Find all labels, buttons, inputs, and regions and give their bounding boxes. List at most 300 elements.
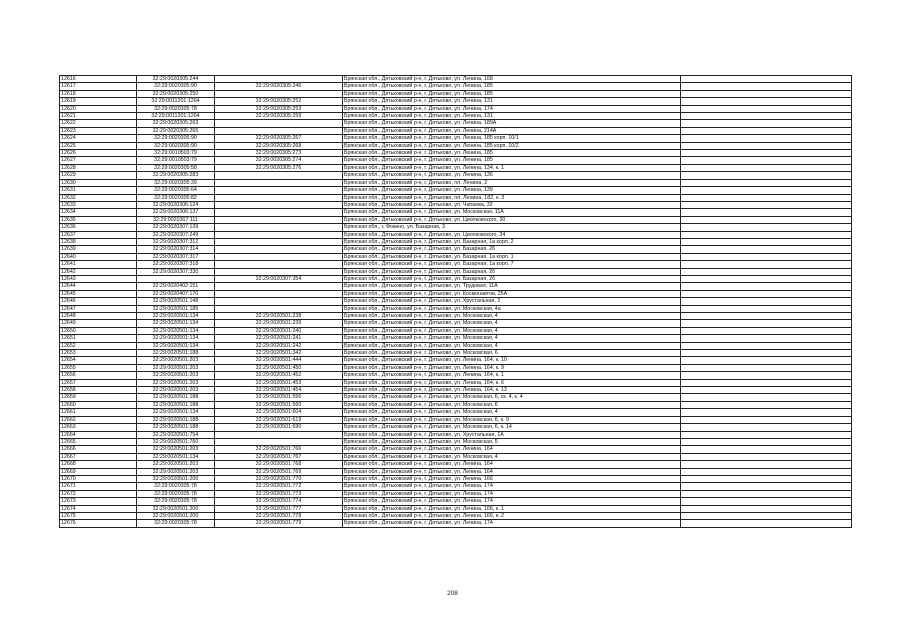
table-row xyxy=(60,512,852,519)
cell-address: Брянская обл., Дятьковский р-н, г. Дятьково, ул. Московская, 6, к. 9 xyxy=(343,416,681,423)
table-row xyxy=(60,394,852,401)
cell-row-number: 12662 xyxy=(60,416,137,423)
cell-cadastral-number: 32:29:0020307:111 xyxy=(137,216,215,223)
table-row xyxy=(60,298,852,305)
cell-address: Брянская обл., Дятьковский р-н, г. Дятьково, ул. Циолковского, 34 xyxy=(343,231,681,238)
cell-empty xyxy=(681,357,852,364)
cell-cadastral-number: 32:29:0020305:64 xyxy=(137,187,215,194)
cell-address: Брянская обл., Дятьковский р-н, г. Дятьково, ул. Ленина, 185 xyxy=(343,90,681,97)
cell-row-number: 12659 xyxy=(60,394,137,401)
table-row xyxy=(60,216,852,223)
cell-empty xyxy=(681,416,852,423)
cell-object-cadastral-number xyxy=(215,261,343,268)
cell-object-cadastral-number: 32:29:0020501:238 xyxy=(215,313,343,320)
cell-row-number: 12650 xyxy=(60,327,137,334)
cell-address: Брянская обл., Дятьковский р-н, г. Дятьково, ул. Ленина, 189А xyxy=(343,120,681,127)
cell-empty xyxy=(681,172,852,179)
table-row xyxy=(60,372,852,379)
cell-cadastral-number: 32:29:0020501:200 xyxy=(137,505,215,512)
cell-cadastral-number: 32:29:0020305:90 xyxy=(137,83,215,90)
table-row xyxy=(60,490,852,497)
table-row xyxy=(60,327,852,334)
cell-row-number: 12622 xyxy=(60,120,137,127)
table-row xyxy=(60,498,852,505)
cell-cadastral-number: 32:29:0010503:79 xyxy=(137,157,215,164)
cell-address: Брянская обл., Дятьковский р-н, г. Дятьково, ул. Ленина, 131 xyxy=(343,113,681,120)
cell-cadastral-number: 32:29:0020501:188 xyxy=(137,401,215,408)
cell-object-cadastral-number xyxy=(215,431,343,438)
table-row xyxy=(60,179,852,186)
cell-object-cadastral-number xyxy=(215,246,343,253)
cell-object-cadastral-number: 32:29:0020501:690 xyxy=(215,424,343,431)
cell-row-number: 12646 xyxy=(60,298,137,305)
table-row xyxy=(60,135,852,142)
cell-cadastral-number: 32:29:0020501:188 xyxy=(137,424,215,431)
cell-object-cadastral-number: 32:29:0020501:556 xyxy=(215,394,343,401)
cell-row-number: 12633 xyxy=(60,201,137,208)
cell-empty xyxy=(681,150,852,157)
cell-address: Брянская обл., Дятьковский р-н, г. Дятьково, ул. Ленина, 174 xyxy=(343,498,681,505)
cell-address: Брянская обл., Дятьковский р-н, г. Дятьково, ул. Хрустальная, 2 xyxy=(343,298,681,305)
cell-row-number: 12648 xyxy=(60,313,137,320)
table-row xyxy=(60,90,852,97)
cell-object-cadastral-number: 32:29:0020501:777 xyxy=(215,505,343,512)
cell-empty xyxy=(681,364,852,371)
cell-cadastral-number: 32:29:0020501:134 xyxy=(137,342,215,349)
cell-row-number: 12672 xyxy=(60,490,137,497)
cell-address: Брянская обл., Дятьковский р-н, г. Дятьково, ул. Ленина, 164, к. 1 xyxy=(343,372,681,379)
cell-empty xyxy=(681,238,852,245)
cell-empty xyxy=(681,350,852,357)
cell-object-cadastral-number xyxy=(215,209,343,216)
cell-cadastral-number: 32:29:0020306:137 xyxy=(137,209,215,216)
cell-empty xyxy=(681,201,852,208)
table-row xyxy=(60,83,852,90)
cell-cadastral-number: 32:29:0020501:148 xyxy=(137,298,215,305)
cell-row-number: 12661 xyxy=(60,409,137,416)
cell-empty xyxy=(681,342,852,349)
cell-address: Брянская обл., Дятьковский р-н, г. Дятьково, ул. Ленина, 164 xyxy=(343,461,681,468)
cell-object-cadastral-number: 32:29:0020305:268 xyxy=(215,142,343,149)
cell-object-cadastral-number: 32:29:0020501:242 xyxy=(215,342,343,349)
cell-cadastral-number: 32:29:0020306:124 xyxy=(137,201,215,208)
cell-address: Брянская обл., Дятьковский р-н, г. Дятьково, ул. Ленина, 164 xyxy=(343,446,681,453)
cell-cadastral-number: 32:29:0020305:265 xyxy=(137,127,215,134)
cell-object-cadastral-number: 32:29:0020501:768 xyxy=(215,461,343,468)
cell-empty xyxy=(681,401,852,408)
table-row xyxy=(60,105,852,112)
cell-row-number: 12631 xyxy=(60,187,137,194)
cell-cadastral-number: 32:29:0020407:170 xyxy=(137,290,215,297)
cell-row-number: 12666 xyxy=(60,446,137,453)
table-row xyxy=(60,231,852,238)
table-row xyxy=(60,313,852,320)
table-row xyxy=(60,187,852,194)
cell-address: Брянская обл., Дятьковский р-н, г. Дятьково, ул. Московская, 6, к. 14 xyxy=(343,424,681,431)
cell-row-number: 12663 xyxy=(60,424,137,431)
cell-object-cadastral-number: 32:29:0020501:772 xyxy=(215,483,343,490)
cell-object-cadastral-number xyxy=(215,253,343,260)
cell-row-number: 12630 xyxy=(60,179,137,186)
cell-object-cadastral-number: 32:29:0020501:452 xyxy=(215,372,343,379)
cell-address: Брянская обл., Дятьковский р-н, г. Дятьково, ул. Хрустальная, 1А xyxy=(343,431,681,438)
cell-address: Брянская обл., Дятьковский р-н, г. Дятьково, ул. Базарная, 1а корп. 2 xyxy=(343,238,681,245)
cell-address: Брянская обл., Дятьковский р-н, г. Дятьково, ул. Ленина, 164, к. 10 xyxy=(343,357,681,364)
cell-address: Брянская обл., Дятьковский р-н, г. Дятьково, ул. Ленина, 134, к. 1 xyxy=(343,164,681,171)
cell-empty xyxy=(681,76,852,83)
cell-address: Брянская обл., Дятьковский р-н, г. Дятьково, ул. Московская, 4а xyxy=(343,305,681,312)
cell-empty xyxy=(681,490,852,497)
cell-row-number: 12660 xyxy=(60,401,137,408)
cell-empty xyxy=(681,475,852,482)
table-row xyxy=(60,409,852,416)
cell-row-number: 12645 xyxy=(60,290,137,297)
cell-address: Брянская обл., Дятьковский р-н, г. Дятьково, ул. Московская, 4 xyxy=(343,409,681,416)
cell-cadastral-number: 32:29:0020305:78 xyxy=(137,105,215,112)
cell-address: Брянская обл., Дятьковский р-н, г. Дятьково, ул. Циолковского, 30 xyxy=(343,216,681,223)
cell-row-number: 12635 xyxy=(60,216,137,223)
cell-object-cadastral-number xyxy=(215,305,343,312)
cell-cadastral-number: 32:29:0020307:139 xyxy=(137,224,215,231)
cell-cadastral-number: 32:29:0020501:203 xyxy=(137,446,215,453)
cell-cadastral-number: 32:29:0020305:58 xyxy=(137,164,215,171)
cell-object-cadastral-number: 32:29:0020501:240 xyxy=(215,327,343,334)
cell-empty xyxy=(681,483,852,490)
cell-row-number: 12627 xyxy=(60,157,137,164)
cell-empty xyxy=(681,209,852,216)
table-row xyxy=(60,268,852,275)
cell-row-number: 12636 xyxy=(60,224,137,231)
cell-cadastral-number: 32:29:0020501:134 xyxy=(137,335,215,342)
cell-object-cadastral-number: 32:29:0020501:450 xyxy=(215,364,343,371)
cell-empty xyxy=(681,327,852,334)
cell-address: Брянская обл., Дятьковский р-н, г. Дятьково, ул. Московская, 6, ск. 4, к. 4 xyxy=(343,394,681,401)
cell-empty xyxy=(681,179,852,186)
cell-address: Брянская обл., Дятьковский р-н, г. Дятьково, ул. Ленина, 166 xyxy=(343,475,681,482)
cell-empty xyxy=(681,120,852,127)
cell-row-number: 12641 xyxy=(60,261,137,268)
cell-address: Брянская обл., Дятьковский р-н, г. Дятьково, ул. Трудовая, 11А xyxy=(343,283,681,290)
cell-row-number: 12616 xyxy=(60,76,137,83)
cell-object-cadastral-number xyxy=(215,438,343,445)
cell-address: Брянская обл., Дятьковский р-н, г. Дятьково, ул. Московская, 4 xyxy=(343,327,681,334)
table-row xyxy=(60,290,852,297)
cell-address: Брянская обл., Дятьковский р-н, г. Дятьково, ул. Московская, 4 xyxy=(343,335,681,342)
cell-empty xyxy=(681,313,852,320)
cell-address: Брянская обл., Дятьковский р-н, г. Дятьково, ул. Ленина, 164, к. 9 xyxy=(343,364,681,371)
cell-empty xyxy=(681,424,852,431)
table-row xyxy=(60,475,852,482)
cell-object-cadastral-number: 32:29:0020501:239 xyxy=(215,320,343,327)
cell-address: Брянская обл., Дятьковский р-н, г. Дятьково, ул. Космонавтов, 25А xyxy=(343,290,681,297)
cell-cadastral-number: 32:29:0020501:134 xyxy=(137,409,215,416)
cell-cadastral-number: 32:29:0020402:151 xyxy=(137,283,215,290)
cell-address: Брянская обл., Дятьковский р-н, г. Дятьково, ул. Ленина, 131 xyxy=(343,98,681,105)
cell-empty xyxy=(681,105,852,112)
table-row xyxy=(60,120,852,127)
cell-address: Брянская обл., Дятьковский р-н, г. Дятьково, ул. Ленина, 185 корп. 10/1 xyxy=(343,135,681,142)
cell-address: Брянская обл., Дятьковский р-н, г. Дятьково, ул. Базарная, 1а корп. 1 xyxy=(343,253,681,260)
table-row xyxy=(60,438,852,445)
cell-row-number: 12632 xyxy=(60,194,137,201)
cell-empty xyxy=(681,335,852,342)
cell-address: Брянская обл., Дятьковский р-н, г. Дятьково, ул. Ленина, 136 xyxy=(343,172,681,179)
cell-empty xyxy=(681,231,852,238)
cell-row-number: 12644 xyxy=(60,283,137,290)
cell-address: Брянская обл., Дятьковский р-н, г. Дятьково, ул. Базарная, 26 xyxy=(343,246,681,253)
cell-object-cadastral-number xyxy=(215,76,343,83)
table-row xyxy=(60,364,852,371)
cell-empty xyxy=(681,216,852,223)
cell-cadastral-number: 32:29:0020305:78 xyxy=(137,483,215,490)
cell-cadastral-number: 32:29:0020501:188 xyxy=(137,394,215,401)
table-row xyxy=(60,453,852,460)
cell-object-cadastral-number: 32:29:0020501:241 xyxy=(215,335,343,342)
cell-address: Брянская обл., Дятьковский р-н, г. Дятьково, пл. Ленина, 182, к. 3 xyxy=(343,194,681,201)
cell-row-number: 12647 xyxy=(60,305,137,312)
cell-row-number: 12621 xyxy=(60,113,137,120)
cell-cadastral-number: 32:29:0020305:283 xyxy=(137,172,215,179)
cell-cadastral-number: 32:29:0020501:203 xyxy=(137,364,215,371)
cell-row-number: 12652 xyxy=(60,342,137,349)
cell-empty xyxy=(681,438,852,445)
table-row xyxy=(60,320,852,327)
cell-row-number: 12618 xyxy=(60,90,137,97)
cell-cadastral-number: 32:29:0020305:263 xyxy=(137,120,215,127)
cell-object-cadastral-number: 32:29:0020501:454 xyxy=(215,387,343,394)
cell-object-cadastral-number: 32:29:0020305:267 xyxy=(215,135,343,142)
cell-row-number: 12655 xyxy=(60,364,137,371)
cell-cadastral-number: 32:29:0011201:1264 xyxy=(137,98,215,105)
cell-object-cadastral-number: 32:29:0020501:453 xyxy=(215,379,343,386)
cell-object-cadastral-number xyxy=(215,127,343,134)
cell-cadastral-number: 32:29:0020307:317 xyxy=(137,253,215,260)
cell-object-cadastral-number: 32:29:0020305:276 xyxy=(215,164,343,171)
table-row xyxy=(60,424,852,431)
cell-address: Брянская обл., Дятьковский р-н, г. Дятьково, ул. Ленина, 214А xyxy=(343,127,681,134)
cell-empty xyxy=(681,446,852,453)
cell-cadastral-number: 32:29:0020305:82 xyxy=(137,194,215,201)
cell-row-number: 12656 xyxy=(60,372,137,379)
table-row xyxy=(60,461,852,468)
cell-row-number: 12665 xyxy=(60,438,137,445)
cell-empty xyxy=(681,461,852,468)
table-row xyxy=(60,113,852,120)
cell-object-cadastral-number: 32:29:0020501:769 xyxy=(215,468,343,475)
cell-object-cadastral-number xyxy=(215,120,343,127)
cell-address: Брянская обл., Дятьковский р-н, г. Дятьково, ул. Московская, 5 xyxy=(343,438,681,445)
cell-row-number: 12664 xyxy=(60,431,137,438)
cell-object-cadastral-number xyxy=(215,201,343,208)
cell-object-cadastral-number xyxy=(215,194,343,201)
cell-row-number: 12626 xyxy=(60,150,137,157)
cell-empty xyxy=(681,387,852,394)
cell-row-number: 12624 xyxy=(60,135,137,142)
cell-object-cadastral-number xyxy=(215,268,343,275)
table-row xyxy=(60,283,852,290)
cell-address: Брянская обл., Дятьковский р-н, г. Дятьково, ул. Московская, 4 xyxy=(343,313,681,320)
cell-object-cadastral-number: 32:29:0020501:619 xyxy=(215,416,343,423)
cadastral-table xyxy=(59,75,852,528)
cell-object-cadastral-number: 32:29:0020307:354 xyxy=(215,275,343,282)
table-row xyxy=(60,305,852,312)
table-row xyxy=(60,201,852,208)
cell-address: Брянская обл., Дятьковский р-н, г. Дятьково, ул. Московская, 6 xyxy=(343,350,681,357)
cell-row-number: 12657 xyxy=(60,379,137,386)
cell-row-number: 12643 xyxy=(60,275,137,282)
cell-address: Брянская обл., Дятьковский р-н, г. Дятьково, ул. Московская, 4 xyxy=(343,320,681,327)
cell-row-number: 12620 xyxy=(60,105,137,112)
cell-object-cadastral-number: 32:29:0020501:342 xyxy=(215,350,343,357)
cell-object-cadastral-number: 32:29:0020501:770 xyxy=(215,475,343,482)
cell-row-number: 12658 xyxy=(60,387,137,394)
cell-cadastral-number: 32:29:0010503:79 xyxy=(137,150,215,157)
cell-address: Брянская обл., Дятьковский р-н, г. Дятьково, ул. Московская, 4 xyxy=(343,342,681,349)
cell-empty xyxy=(681,90,852,97)
table-row xyxy=(60,483,852,490)
cell-row-number: 12629 xyxy=(60,172,137,179)
cell-cadastral-number: 32:29:0020307:318 xyxy=(137,261,215,268)
cell-row-number: 12668 xyxy=(60,461,137,468)
cell-object-cadastral-number: 32:29:0020305:246 xyxy=(215,83,343,90)
cell-cadastral-number: 32:29:0020501:203 xyxy=(137,387,215,394)
table-row xyxy=(60,76,852,83)
cell-cadastral-number: 32:29:0020305:78 xyxy=(137,520,215,527)
cell-cadastral-number: 32:29:0020501:185 xyxy=(137,305,215,312)
cell-address: Брянская обл., Дятьковский р-н, г. Дятьково, ул. Ленина, 174 xyxy=(343,520,681,527)
cell-object-cadastral-number xyxy=(215,298,343,305)
cell-empty xyxy=(681,290,852,297)
table-row xyxy=(60,379,852,386)
cell-address: Брянская обл., Дятьковский р-н, г. Дятьково, ул. Ленина, 174 xyxy=(343,483,681,490)
cell-empty xyxy=(681,298,852,305)
cell-cadastral-number: 32:29:0020501:203 xyxy=(137,468,215,475)
cell-address: Брянская обл., Дятьковский р-н, г. Дятьково, ул. Чапаева, 32 xyxy=(343,201,681,208)
cell-cadastral-number: 32:29:0020307:249 xyxy=(137,231,215,238)
cell-address: Брянская обл., Дятьковский р-н, г. Дятьково, ул. Базарная, 2б xyxy=(343,275,681,282)
cell-empty xyxy=(681,194,852,201)
table-row xyxy=(60,172,852,179)
cell-empty xyxy=(681,135,852,142)
cell-row-number: 12640 xyxy=(60,253,137,260)
table-row xyxy=(60,520,852,527)
cell-empty xyxy=(681,187,852,194)
cell-row-number: 12619 xyxy=(60,98,137,105)
cell-row-number: 12637 xyxy=(60,231,137,238)
cell-address: Брянская обл., Дятьковский р-н, г. Дятьково, ул. Ленина, 164 xyxy=(343,468,681,475)
cell-cadastral-number: 32:29:0020501:203 xyxy=(137,461,215,468)
cell-address: Брянская обл., г. Фокино, ул. Базарная, 3 xyxy=(343,224,681,231)
cell-object-cadastral-number xyxy=(215,179,343,186)
cell-empty xyxy=(681,98,852,105)
table-row xyxy=(60,224,852,231)
cell-cadastral-number: 32:29:0020307:330 xyxy=(137,268,215,275)
cell-empty xyxy=(681,261,852,268)
table-row xyxy=(60,261,852,268)
cell-address: Брянская обл., Дятьковский р-н, г. Дятьково, ул. Московская, 6 xyxy=(343,401,681,408)
cell-empty xyxy=(681,275,852,282)
cell-object-cadastral-number xyxy=(215,238,343,245)
table-row xyxy=(60,194,852,201)
cell-row-number: 12671 xyxy=(60,483,137,490)
cell-object-cadastral-number: 32:29:0020501:773 xyxy=(215,490,343,497)
cell-object-cadastral-number xyxy=(215,231,343,238)
cell-row-number: 12639 xyxy=(60,246,137,253)
cell-empty xyxy=(681,505,852,512)
cell-address: Брянская обл., Дятьковский р-н, г. Дятьково, ул. Ленина, 185 xyxy=(343,157,681,164)
cell-object-cadastral-number: 32:29:0020501:560 xyxy=(215,401,343,408)
cell-cadastral-number: 32:29:0020501:203 xyxy=(137,379,215,386)
cell-object-cadastral-number: 32:29:0020501:766 xyxy=(215,446,343,453)
cell-row-number: 12653 xyxy=(60,350,137,357)
cell-address: Брянская обл., Дятьковский р-н, г. Дятьково, ул. Ленина, 174 xyxy=(343,105,681,112)
table-row xyxy=(60,157,852,164)
table-row xyxy=(60,164,852,171)
cell-empty xyxy=(681,83,852,90)
cell-cadastral-number: 32:29:0020305:78 xyxy=(137,490,215,497)
cell-cadastral-number: 32:29:0020501:200 xyxy=(137,512,215,519)
cell-object-cadastral-number xyxy=(215,216,343,223)
cell-address: Брянская обл., Дятьковский р-н, г. Дятьково, ул. Базарная, 1а корп. 7 xyxy=(343,261,681,268)
cell-empty xyxy=(681,164,852,171)
cell-row-number: 12673 xyxy=(60,498,137,505)
cell-cadastral-number: 32:29:0020305:244 xyxy=(137,76,215,83)
cell-row-number: 12654 xyxy=(60,357,137,364)
cell-cadastral-number: 32:29:0020501:134 xyxy=(137,313,215,320)
table-row xyxy=(60,350,852,357)
cell-object-cadastral-number: 32:29:0020305:273 xyxy=(215,150,343,157)
cell-empty xyxy=(681,283,852,290)
cell-object-cadastral-number: 32:29:0020305:252 xyxy=(215,98,343,105)
table-row xyxy=(60,253,852,260)
cell-object-cadastral-number xyxy=(215,172,343,179)
table-row xyxy=(60,401,852,408)
cell-cadastral-number xyxy=(137,275,215,282)
cell-address: Брянская обл., Дятьковский р-н, г. Дятьково, ул. Базарная, 2б xyxy=(343,268,681,275)
cell-object-cadastral-number: 32:29:0020501:444 xyxy=(215,357,343,364)
cell-object-cadastral-number xyxy=(215,90,343,97)
table-body xyxy=(60,76,852,528)
cell-cadastral-number: 32:29:0020501:203 xyxy=(137,357,215,364)
cell-empty xyxy=(681,253,852,260)
cell-address: Брянская обл., Дятьковский р-н, г. Дятьково, ул. Московская, 4 xyxy=(343,453,681,460)
cell-empty xyxy=(681,127,852,134)
cell-empty xyxy=(681,305,852,312)
cell-object-cadastral-number: 32:29:0020305:274 xyxy=(215,157,343,164)
cell-row-number: 12638 xyxy=(60,238,137,245)
cell-row-number: 12667 xyxy=(60,453,137,460)
cell-empty xyxy=(681,157,852,164)
cell-address: Брянская обл., Дятьковский р-н, г. Дятьково, ул. Ленина, 185 корп. 10/2 xyxy=(343,142,681,149)
cell-empty xyxy=(681,409,852,416)
cell-cadastral-number: 32:29:0020307:314 xyxy=(137,246,215,253)
cell-row-number: 12649 xyxy=(60,320,137,327)
table-row xyxy=(60,246,852,253)
table-row xyxy=(60,416,852,423)
table-row xyxy=(60,505,852,512)
table-row xyxy=(60,275,852,282)
cell-object-cadastral-number: 32:29:0020501:767 xyxy=(215,453,343,460)
cell-object-cadastral-number: 32:29:0020501:774 xyxy=(215,498,343,505)
cell-object-cadastral-number xyxy=(215,290,343,297)
cell-cadastral-number: 32:29:0011201:1264 xyxy=(137,113,215,120)
cell-empty xyxy=(681,520,852,527)
cell-address: Брянская обл., Дятьковский р-н, г. Дятьково, ул. Ленина, 164, к. 13 xyxy=(343,387,681,394)
cell-empty xyxy=(681,113,852,120)
cell-empty xyxy=(681,142,852,149)
cell-cadastral-number: 32:29:0020305:78 xyxy=(137,498,215,505)
table-row xyxy=(60,446,852,453)
